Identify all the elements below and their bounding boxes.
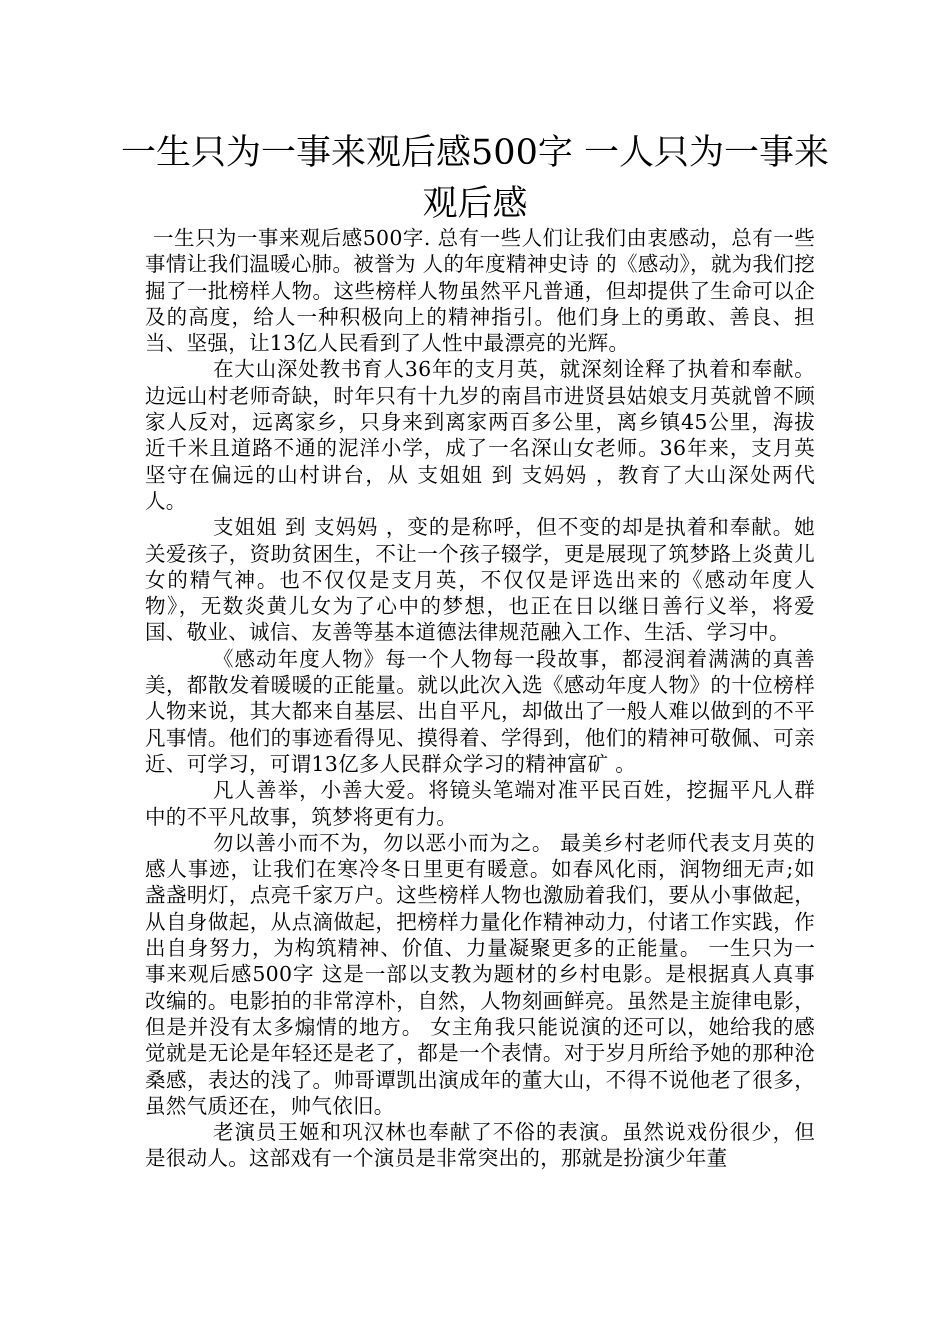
paragraph-2: 在大山深处教书育人36年的支月英，就深刻诠释了执着和奉献。边远山村老师奇缺，时年只有十九岁的南昌市进贤县姑娘支月英就曾不顾家人反对，远离家乡，只身来到离家两百多公里，离乡镇45公里，海拔近千米且道路不通的泥洋小学，成了一名深山女老师。36年来，支月英坚守在偏远的山村讲台，从 支姐姐 到 支妈妈 ，教育了大山深处两代人。 <box>145 357 815 513</box>
paragraph-4: 《感动年度人物》每一个人物每一段故事，都浸润着满满的真善美，都散发着暖暖的正能量。就以此次入选《感动年度人物》的十位榜样人物来说，其大都来自基层、出自平凡，却做出了一般人难以做到的不平凡事情。他们的事迹看得见、摸得着、学得到，他们的精神可敬佩、可亲近、可学习，可谓13亿多人民群众学习的精神富矿 。 <box>145 646 815 776</box>
document-title: 一生只为一事来观后感500字 一人只为一事来观后感 <box>121 133 829 224</box>
document-body <box>145 225 815 1172</box>
paragraph-3: 支姐姐 到 支妈妈 ，变的是称呼，但不变的却是执着和奉献。她关爱孩子，资助贫困生，不让一个孩子辍学，更是展现了筑梦路上炎黄儿女的精气神。也不仅仅是支月英，不仅仅是评选出来的《感动年度人物》，无数炎黄儿女为了心中的梦想，也正在日以继日善行义举，将爱国、敬业、诚信、友善等基本道德法律规范融入工作、生活、学习中。 <box>145 515 815 645</box>
paragraph-7: 老演员王姬和巩汉林也奉献了不俗的表演。虽然说戏份很少，但是很动人。这部戏有一个演员是非常突出的，那就是扮演少年董 <box>145 1120 815 1171</box>
paragraph-6: 勿以善小而不为，勿以恶小而为之。 最美乡村老师代表支月英的感人事迹，让我们在寒冷冬日里更有暖意。如春风化雨，润物细无声;如盏盏明灯，点亮千家万户。这些榜样人物也激励着我们，要从小事做起，从自身做起，从点滴做起，把榜样力量化作精神动力，付诸工作实践，作出自身努力，为构筑精神、价值、力量凝聚更多的正能量。 一生只为一事来观后感500字 这是一部以支教为题材的乡村电影。是根据真人真事改编的。电影拍的非常淳朴，自然，人物刻画鲜亮。虽然是主旋律电影，但是并没有太多煽情的地方。 女主角我只能说演的还可以，她给我的感觉就是无论是年轻还是老了，都是一个表情。对于岁月所给予她的那种沧桑感，表达的浅了。帅哥谭凯出演成年的董大山，不得不说他老了很多，虽然气质还在，帅气依旧。 <box>145 830 815 1118</box>
paragraph-1: 一生只为一事来观后感500字. 总有一些人们让我们由衷感动，总有一些事情让我们温暖心肺。被誉为 人的年度精神史诗 的《感动》，就为我们挖掘了一批榜样人物。这些榜样人物虽然平凡普通，但却提供了生命可以企及的高度，给人一种积极向上的精神指引。他们身上的勇敢、善良、担当、坚强，让13亿人民看到了人性中最漂亮的光辉。 <box>145 226 815 356</box>
paragraph-5: 凡人善举，小善大爱。将镜头笔端对准平民百姓，挖掘平凡人群中的不平凡故事，筑梦将更有力。 <box>145 778 815 829</box>
